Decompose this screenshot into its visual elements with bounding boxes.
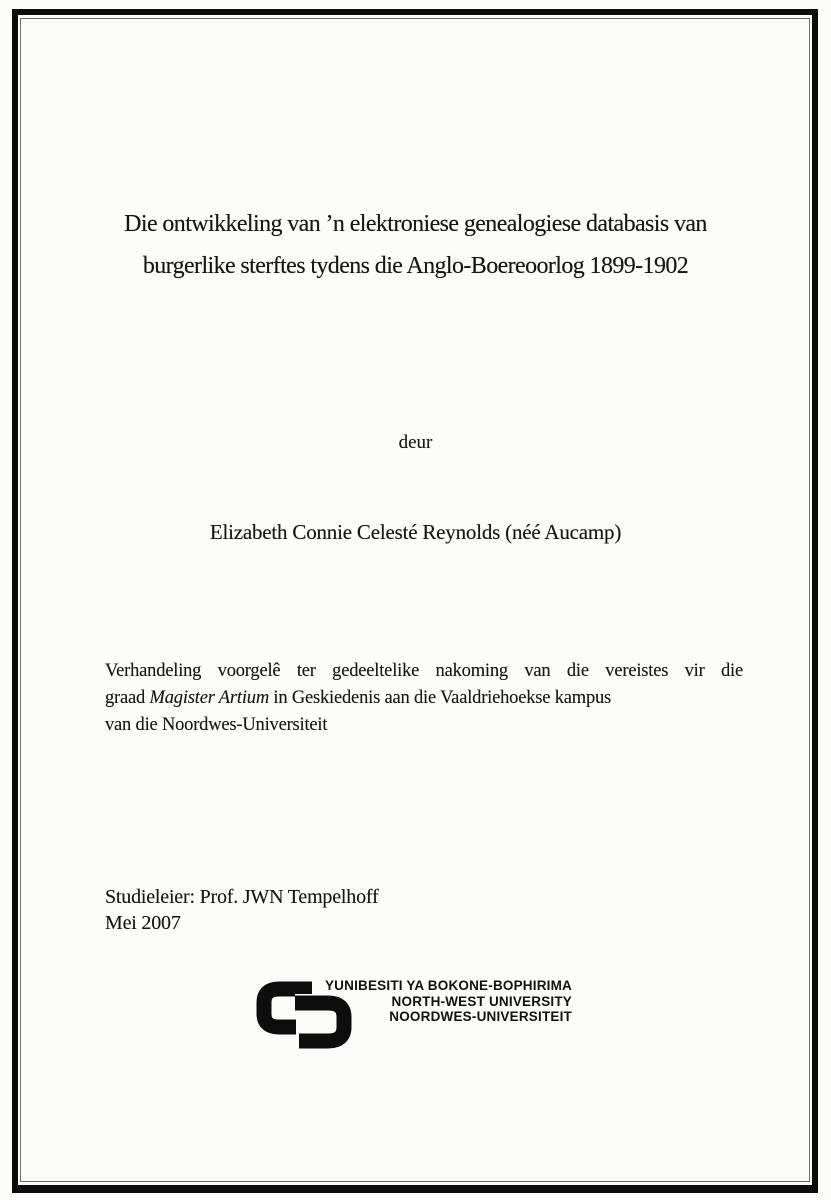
degree-name: Magister Artium <box>149 688 269 708</box>
author-name: Elizabeth Connie Celesté Reynolds (néé Aucamp) <box>209 520 622 544</box>
byline-label: deur <box>398 432 433 453</box>
declaration-line2-post: in Geskiedenis aan die Vaaldriehoekse kampus <box>269 688 612 708</box>
declaration-line2 <box>105 685 743 712</box>
degree-declaration <box>105 658 743 739</box>
university-logo <box>0 976 831 1056</box>
supervisor-line: Studieleier: Prof. JWN Tempelhoff <box>105 886 379 908</box>
university-name-english: NORTH-WEST UNIVERSITY <box>391 993 572 1009</box>
supervisor-block <box>105 884 378 936</box>
thesis-title-line2: burgerlike sterftes tydens die Anglo-Boereoorlog 1899-1902 <box>142 253 689 279</box>
thesis-title <box>40 203 791 287</box>
declaration-line2-pre: graad <box>105 688 150 708</box>
declaration-line1: Verhandeling voorgelê ter gedeeltelike nakoming van die vereistes vir die <box>105 661 743 681</box>
university-name-afrikaans: NOORDWES-UNIVERSITEIT <box>389 1009 572 1024</box>
declaration-line3: van die Noordwes-Universiteit <box>105 715 328 735</box>
university-logo-text <box>325 978 572 1025</box>
university-name-setswana: YUNIBESITI YA BOKONE-BOPHIRIMA <box>324 978 572 993</box>
date-line: Mei 2007 <box>105 912 181 934</box>
thesis-title-line1: Die ontwikkeling van ’n elektroniese genealogiese databasis van <box>124 211 707 237</box>
